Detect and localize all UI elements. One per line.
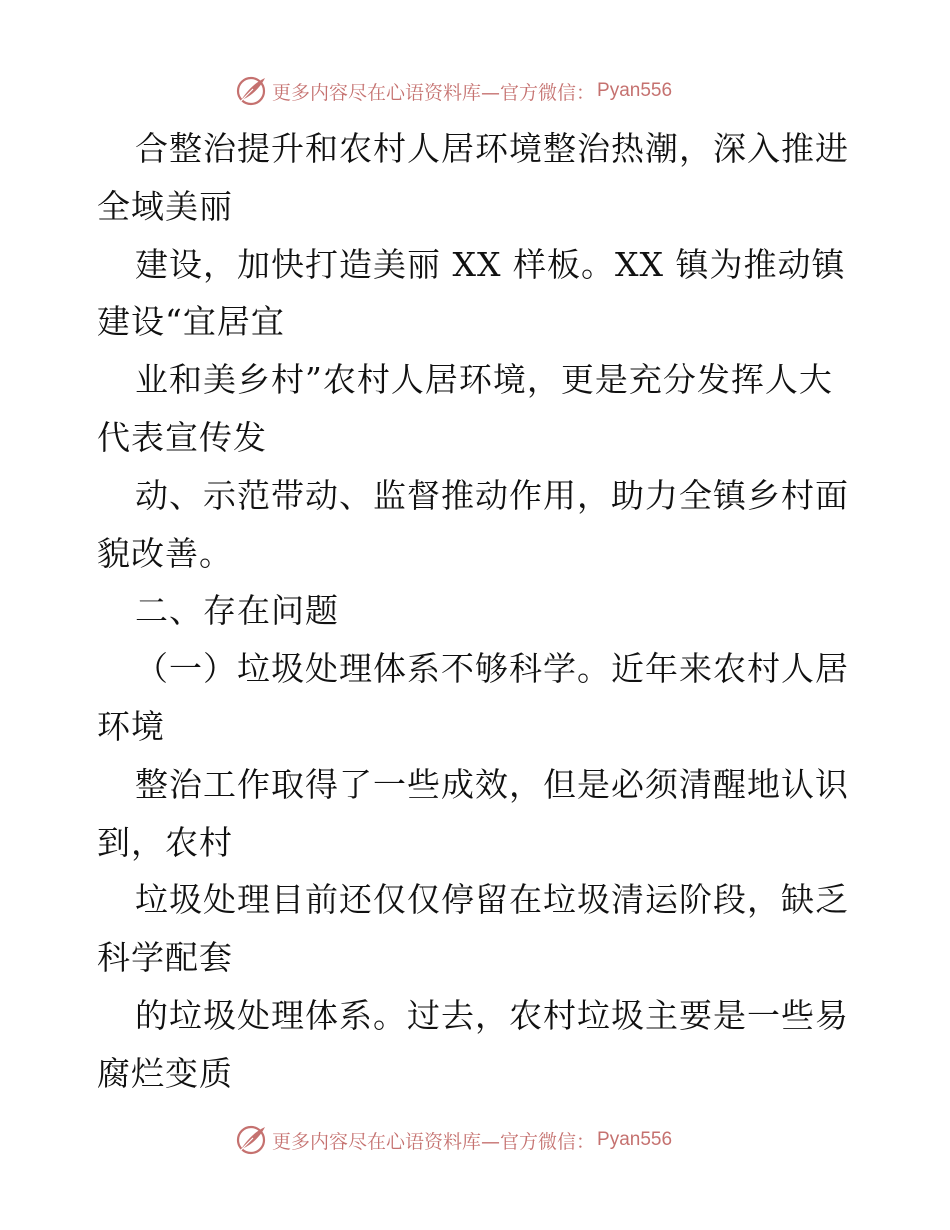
header-watermark-banner <box>234 73 672 109</box>
paragraph-line: 建设“宜居宜 <box>97 302 285 342</box>
paragraph-line: 动、示范带动、监督推动作用，助力全镇乡村面 <box>135 475 849 515</box>
feather-pen-logo-icon <box>234 1123 268 1157</box>
watermark-account: Pyan556 <box>597 1129 673 1150</box>
subsection-heading-line: （一）垃圾处理体系不够科学。近年来农村人居 <box>135 649 849 689</box>
section-heading: 二、存在问题 <box>135 591 339 631</box>
document-body <box>97 120 857 1103</box>
paragraph-line: 貌改善。 <box>97 533 233 573</box>
paragraph-line: 整治工作取得了一些成效，但是必须清醒地认识 <box>135 764 849 804</box>
paragraph-line: 业和美乡村”农村人居环境，更是充分发挥人大 <box>135 360 833 400</box>
watermark-text: 更多内容尽在心语资料库—官方微信： <box>272 1130 596 1153</box>
paragraph-line: 全域美丽 <box>97 186 233 226</box>
paragraph-line: 合整治提升和农村人居环境整治热潮，深入推进 <box>135 129 849 168</box>
paragraph-line: 环境 <box>97 706 165 746</box>
watermark-text: 更多内容尽在心语资料库—官方微信： <box>272 81 596 104</box>
paragraph-line: 代表宣传发 <box>97 417 267 457</box>
paragraph-line: 的垃圾处理体系。过去，农村垃圾主要是一些易 <box>135 995 849 1035</box>
feather-pen-logo-icon <box>234 74 268 108</box>
paragraph-line: 腐烂变质 <box>97 1053 233 1093</box>
paragraph-line: 建设，加快打造美丽 XX 样板。XX 镇为推动镇 <box>135 244 846 284</box>
paragraph-line: 垃圾处理目前还仅仅停留在垃圾清运阶段，缺乏 <box>135 880 849 920</box>
watermark-account: Pyan556 <box>597 80 673 101</box>
paragraph-line: 到，农村 <box>97 822 233 862</box>
footer-watermark-banner <box>234 1122 672 1158</box>
paragraph-line: 科学配套 <box>97 938 233 978</box>
